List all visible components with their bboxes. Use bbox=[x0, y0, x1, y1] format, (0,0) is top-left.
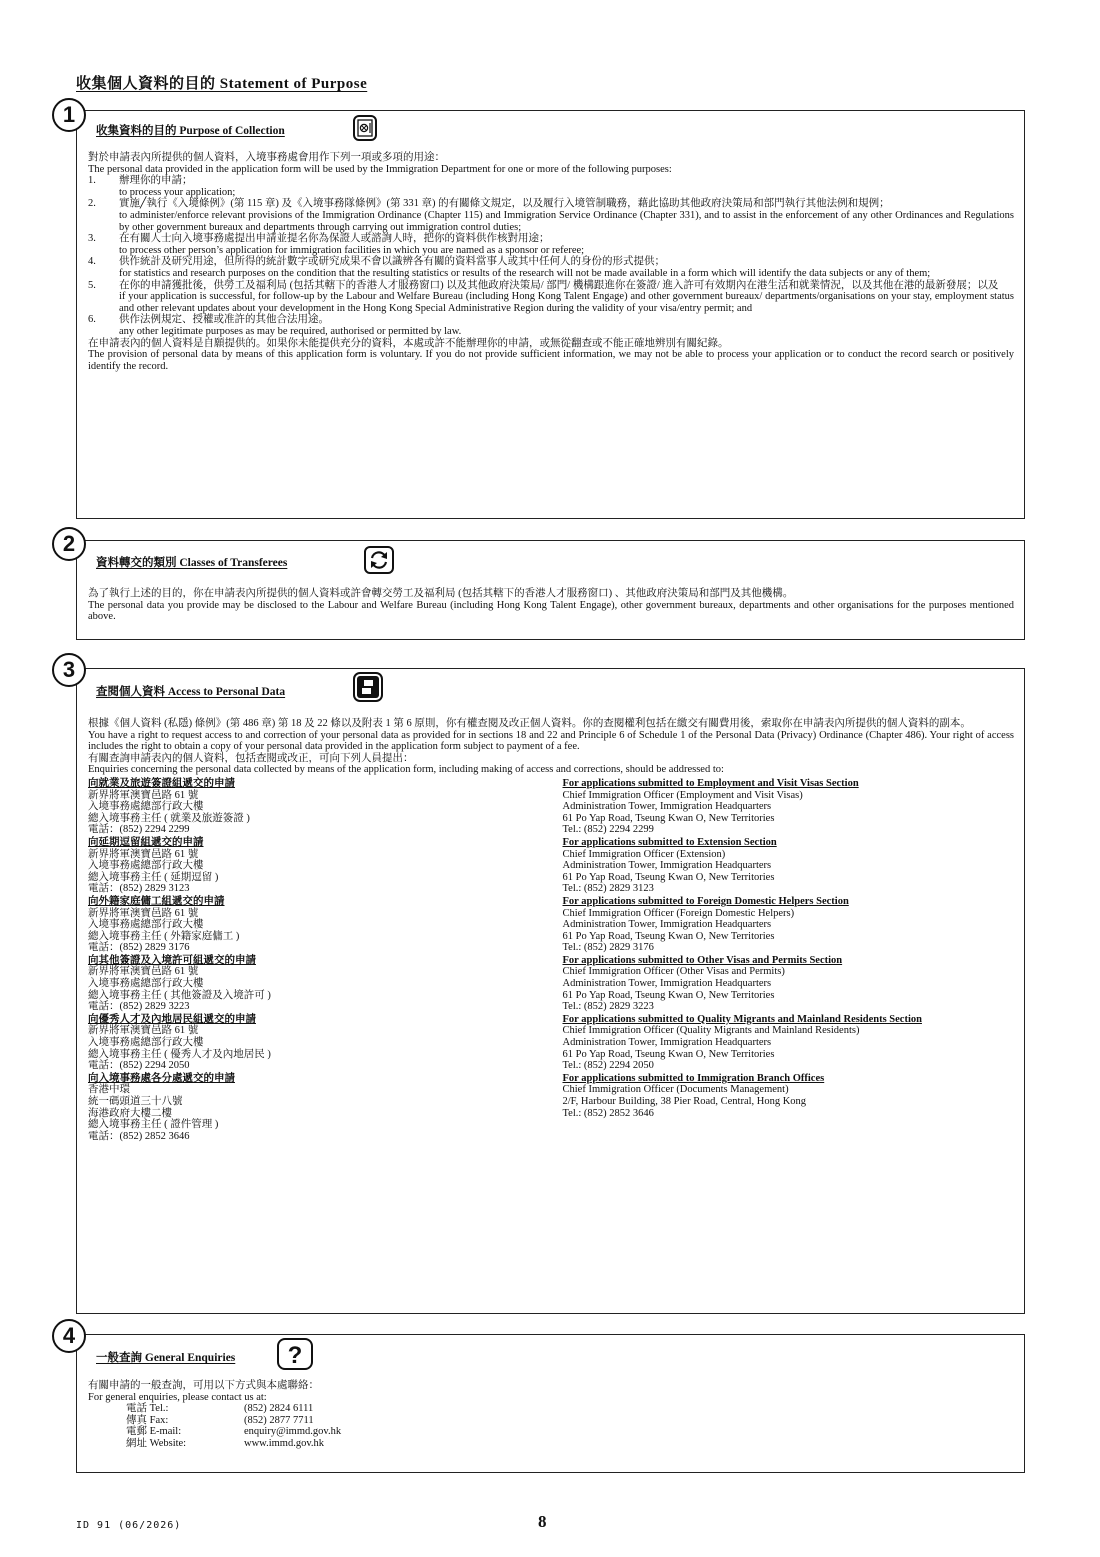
section-number-2: 2 bbox=[52, 527, 86, 561]
access-right-cn: 根據《個人資料 (私隱) 條例》(第 486 章) 第 18 及 22 條以及附表 1 第 6 原則，你有權查閱及改正個人資料。你的查閱權利包括在繳交有關費用後，索取你在申請表內所提供的個人資料的副本。 bbox=[88, 718, 971, 729]
list-item: 4. 供作統計及研究用途，但所得的統計數字或研究成果不會以識辨各有關的資料當事人或其中任何人的身份的形式提供； for statistics and research purposes on the condition that the resulting statistics or results of the research will not be made available in a form which will identify the data subjects or any of them; bbox=[88, 256, 931, 279]
list-item: 2. 實施╱執行《入境條例》(第 115 章) 及《入境事務隊條例》(第 331 章) 的有關條文規定，以及履行入境管制職務，藉此協助其他政府決策局和部門執行其他法例和規例； to administer/enforce relevant provisions of the Immigration Ordinance (Chapter 115) and Immigration Service Ordinance (Chapter 331), and to assist in the enforcement of any other Ordinances and Regulations by other government bureaux and departments through carrying out immigration control duties; bbox=[88, 198, 1014, 233]
form-id: ID 91 (06/2026) bbox=[76, 1520, 182, 1531]
page-number: 8 bbox=[538, 1512, 547, 1531]
contact-entry: 向就業及旅遊簽證組遞交的申請 新界將軍澳寶邑路 61 號 入境事務處總部行政大樓 總入境事務主任 ( 就業及旅遊簽證 ) 電話：(852) 2294 2299 bbox=[88, 777, 250, 836]
section-classes-of-transferees bbox=[62, 531, 1025, 640]
transferees-en: The personal data you provide may be disclosed to the Labour and Welfare Bureau (including Hong Kong Talent Engage), other government bureaux, departments and other organisations for the purposes mentioned above. bbox=[88, 599, 1014, 623]
general-intro-en: For general enquiries, please contact us at: bbox=[88, 1391, 267, 1403]
transferees-cn: 為了執行上述的目的，你在申請表內所提供的個人資料或許會轉交勞工及福利局 (包括其轄下的香港人才服務窗口) 、其他政府決策局和部門及其他機構。 bbox=[88, 588, 794, 599]
section-general-enquiries bbox=[62, 1323, 1025, 1473]
section-number-3: 3 bbox=[52, 653, 86, 687]
contact-entry: 向其他簽證及入境許可組遞交的申請 新界將軍澳寶邑路 61 號 入境事務處總部行政大樓 總入境事務主任 ( 其他簽證及入境許可 ) 電話：(852) 2829 3223 bbox=[88, 954, 271, 1013]
enquiry-intro-cn: 有關查詢申請表內的個人資料，包括查閱或改正，可向下列人員提出： bbox=[88, 752, 414, 764]
contacts-english bbox=[550, 778, 1015, 1143]
contact-entry: For applications submitted to Other Visas and Permits Section Chief Immigration Officer (Other Visas and Permits) Administration Tower, Immigration Headquarters 61 Po Yap Road, Tseung Kwan O, New Territories Tel.: (852) 2829 3223 bbox=[562, 954, 843, 1013]
general-intro-cn: 有關申請的一般查詢，可用以下方式與本處聯絡： bbox=[88, 1380, 319, 1391]
contact-entry: For applications submitted to Quality Migrants and Mainland Residents Section Chief Immigration Officer (Quality Migrants and Mainland Residents) Administration Tower, Immigration Headquarters 61 Po Yap Road, Tseung Kwan O, New Territories Tel.: (852) 2294 2050 bbox=[562, 1013, 922, 1072]
safe-icon bbox=[353, 115, 377, 141]
closing-cn: 在申請表內的個人資料是自願提供的。如果你未能提供充分的資料，本處或許不能辦理你的申請，或無從翻查或不能正確地辨別有關紀錄。 bbox=[88, 337, 729, 349]
list-item: 3. 在有關人士向入境事務處提出申請並提名你為保證人或諮詢人時，把你的資料供作核對用途； to process other person’s application for immigration facilities in which you are named as a sponsor or referee; bbox=[88, 233, 585, 256]
list-item: 5. 在你的申請獲批後，供勞工及福利局 (包括其轄下的香港人才服務窗口) 以及其他政府決策局/ 部門/ 機構跟進你在簽證/ 進入許可有效期內在港生活和就業情況，以及其他在港的最新發展；以及 if your application is successful, for follow-up by the Labour and Welfare Bureau (including Hong Kong Talent Engage) and other government bureaux/ departments/organisations on your stay, employment status and other relevant updates about your development in the Hong Kong Special Administrative Region during the validity of your visa/entry permit; and bbox=[88, 279, 1014, 314]
contact-entry: 向外籍家庭傭工組遞交的申請 新界將軍澳寶邑路 61 號 入境事務處總部行政大樓 總入境事務主任 ( 外籍家庭傭工 ) 電話：(852) 2829 3176 bbox=[88, 895, 240, 954]
contact-row-email: 電郵 E-mail: enquiry@immd.gov.hk bbox=[126, 1426, 342, 1438]
contact-entry: For applications submitted to Extension Section Chief Immigration Officer (Extension) Administration Tower, Immigration Headquarters 61 Po Yap Road, Tseung Kwan O, New Territories Tel.: (852) 2829 3123 bbox=[562, 836, 777, 895]
contact-entry: For applications submitted to Employment and Visit Visas Section Chief Immigration Officer (Employment and Visit Visas) Administration Tower, Immigration Headquarters 61 Po Yap Road, Tseung Kwan O, New Territories Tel.: (852) 2294 2299 bbox=[562, 777, 859, 836]
general-contacts bbox=[88, 1403, 341, 1449]
list-item: 6. 供作法例規定、授權或准許的其他合法用途。 any other legitimate purposes as may be required, authorised or permitted by law. bbox=[88, 314, 462, 337]
personal-data-icon bbox=[353, 672, 383, 702]
contact-entry: 向延期逗留組遞交的申請 新界將軍澳寶邑路 61 號 入境事務處總部行政大樓 總入境事務主任 ( 延期逗留 ) 電話：(852) 2829 3123 bbox=[88, 836, 219, 895]
section-heading: 一般查詢 General Enquiries bbox=[96, 1352, 236, 1364]
access-right-en: You have a right to request access to and correction of your personal data as provided for in sections 18 and 22 and Principle 6 of Schedule 1 of the Personal Data (Privacy) Ordinance (Chapter 486). Your right of access includes the right to obtain a copy of your personal data provided in the application form subject to payment of a fee. bbox=[88, 729, 1014, 753]
transfer-arrows-icon bbox=[364, 546, 394, 574]
intro-cn: 對於申請表內所提供的個人資料，入境事務處會用作下列一項或多項的用途： bbox=[88, 152, 445, 163]
contact-entry: For applications submitted to Immigration Branch Offices Chief Immigration Officer (Documents Management) 2/F, Harbour Building, 38 Pier Road, Central, Hong Kong Tel.: (852) 2852 3646 bbox=[562, 1072, 825, 1119]
section-number-4: 4 bbox=[52, 1319, 86, 1353]
enquiry-intro-en: Enquiries concerning the personal data collected by means of the application form, including making of access and corrections, should be addressed to: bbox=[88, 764, 724, 776]
contact-entry: For applications submitted to Foreign Domestic Helpers Section Chief Immigration Officer (Foreign Domestic Helpers) Administration Tower, Immigration Headquarters 61 Po Yap Road, Tseung Kwan O, New Territories Tel.: (852) 2829 3176 bbox=[562, 895, 849, 954]
svg-text:?: ? bbox=[287, 1342, 303, 1368]
section-number-1: 1 bbox=[52, 98, 86, 132]
contact-row-website: 網址 Website: www.immd.gov.hk bbox=[126, 1437, 325, 1449]
section-heading: 收集資料的目的 Purpose of Collection bbox=[96, 125, 285, 137]
contact-row-fax: 傳真 Fax: (852) 2877 7711 bbox=[126, 1414, 314, 1426]
section-access-to-personal-data bbox=[62, 657, 1025, 1314]
contact-row-tel: 電話 Tel.: (852) 2824 6111 bbox=[126, 1403, 314, 1415]
list-item: 1. 辦理你的申請； to process your application; bbox=[88, 175, 236, 198]
section-heading: 資料轉交的類別 Classes of Transferees bbox=[96, 557, 288, 569]
section-heading: 查閱個人資料 Access to Personal Data bbox=[96, 686, 286, 698]
section-purpose-of-collection bbox=[62, 102, 1025, 519]
question-mark-icon bbox=[277, 1338, 313, 1370]
page-title: 收集個人資料的目的 Statement of Purpose bbox=[76, 76, 368, 92]
intro-en: The personal data provided in the application form will be used by the Immigration Department for one or more of the following purposes: bbox=[88, 163, 672, 175]
contact-entry: 向優秀人才及內地居民組遞交的申請 新界將軍澳寶邑路 61 號 入境事務處總部行政大樓 總入境事務主任 ( 優秀人才及內地居民 ) 電話：(852) 2294 2050 bbox=[88, 1013, 271, 1072]
contact-entry: 向入境事務處各分處遞交的申請 香港中環 統一碼頭道三十八號 海港政府大樓二樓 總入境事務主任 ( 證件管理 ) 電話：(852) 2852 3646 bbox=[88, 1072, 235, 1142]
contacts-chinese bbox=[88, 778, 550, 1143]
closing-en: The provision of personal data by means of this application form is voluntary. If you do not provide sufficient information, we may not be able to process your application or to conduct the record search or positively identify the record. bbox=[88, 349, 1014, 372]
